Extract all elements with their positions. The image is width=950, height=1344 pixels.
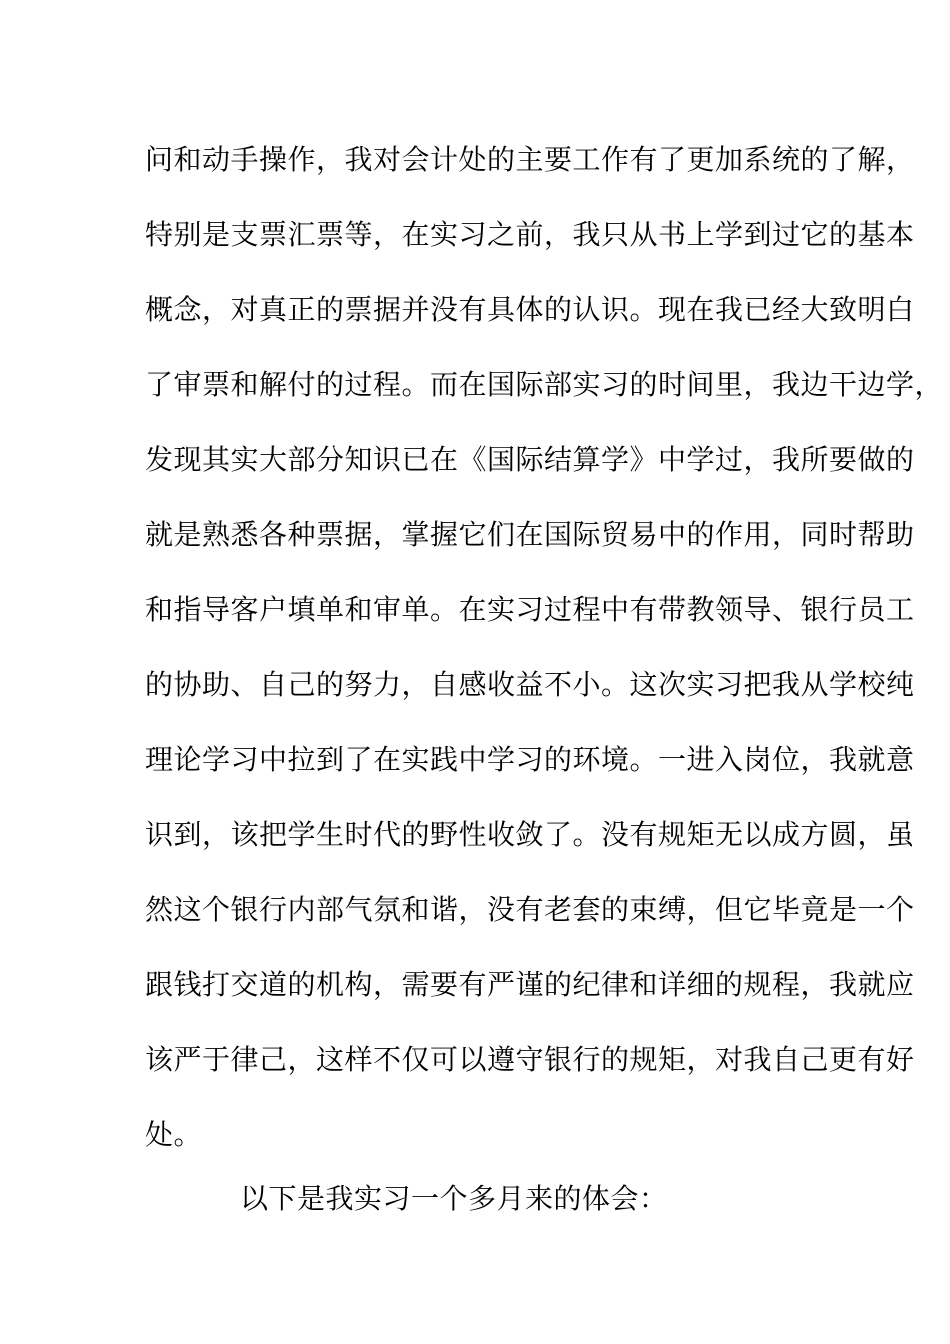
text-line: 的协助、自己的努力，自感收益不小。这次实习把我从学校纯: [145, 668, 915, 701]
text-line: 跟钱打交道的机构，需要有严谨的纪律和详细的规程，我就应: [145, 968, 915, 1001]
text-line: 理论学习中拉到了在实践中学习的环境。一进入岗位，我就意: [145, 743, 915, 776]
text-line: 然这个银行内部气氛和谐，没有老套的束缚，但它毕竟是一个: [145, 893, 915, 926]
text-line: 处。: [145, 1118, 203, 1151]
body-paragraph: [145, 122, 944, 1172]
text-line: 问和动手操作，我对会计处的主要工作有了更加系统的了解，: [145, 143, 915, 176]
body-paragraph-indented: 以下是我实习一个多月来的体会：: [240, 1182, 668, 1215]
text-line: 和指导客户填单和审单。在实习过程中有带教领导、银行员工: [145, 593, 915, 626]
text-line: 特别是支票汇票等，在实习之前，我只从书上学到过它的基本: [145, 218, 915, 251]
text-line: 该严于律己，这样不仅可以遵守银行的规矩，对我自己更有好: [145, 1043, 915, 1076]
text-line: 了审票和解付的过程。而在国际部实习的时间里，我边干边学，: [145, 368, 944, 401]
text-line: 识到，该把学生时代的野性收敛了。没有规矩无以成方圆，虽: [145, 818, 915, 851]
text-line: 就是熟悉各种票据，掌握它们在国际贸易中的作用，同时帮助: [145, 518, 915, 551]
text-line: 发现其实大部分知识已在《国际结算学》中学过，我所要做的: [145, 443, 915, 476]
text-line: 概念，对真正的票据并没有具体的认识。现在我已经大致明白: [145, 293, 915, 326]
